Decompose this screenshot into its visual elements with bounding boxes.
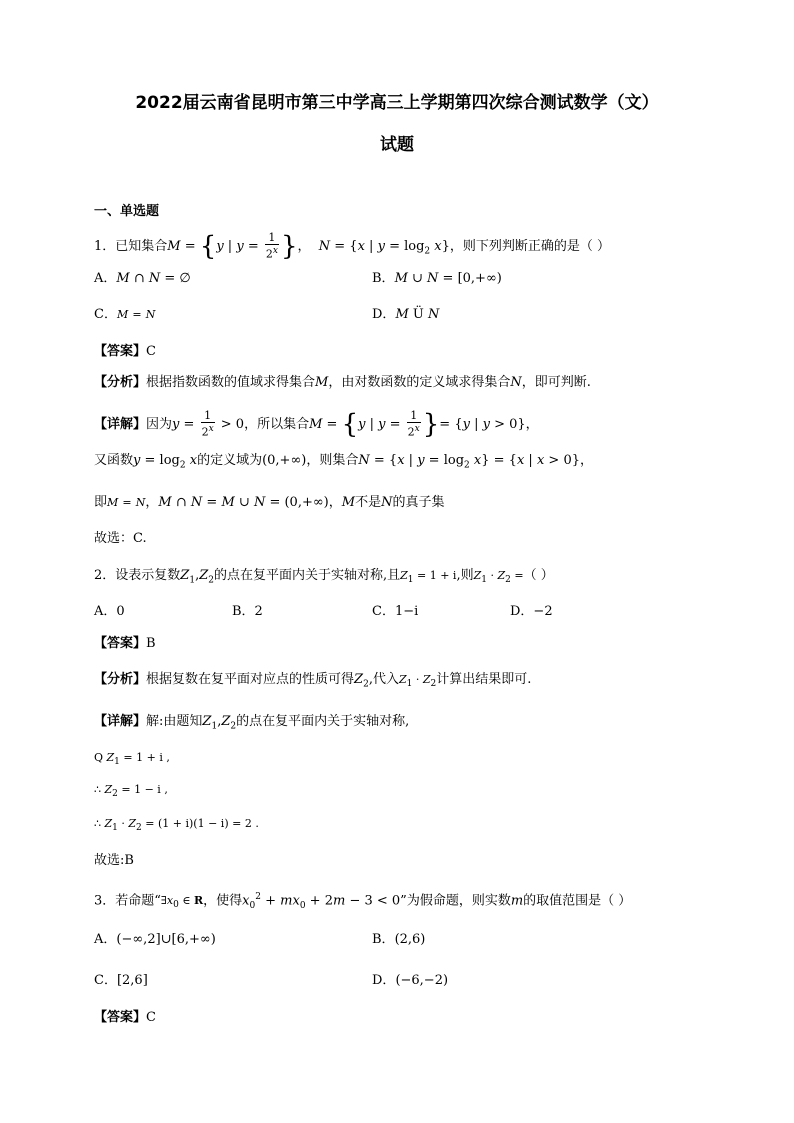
q2-analysis: 【分析】根据复数在复平面对应点的性质可得$Z_2$,代入$Z_1 \cdot Z_2$计算出结果即可. bbox=[94, 672, 532, 690]
q3-option-a: A．(−∞,2]∪[6,+∞) bbox=[94, 932, 216, 947]
q1-option-b: B．M ∪ N = [0,+∞) bbox=[372, 271, 502, 286]
q3-stem: 3．若命题“$\exists x_0$ ∈ R，使得$x_0^2 + mx_0 + 2m - 3 < 0$”为假命题，则实数m的取值范围是（ ） bbox=[94, 892, 632, 911]
q1-option-c: C．M = N bbox=[94, 307, 156, 322]
q2-choose: 故选:B bbox=[94, 853, 134, 868]
q1-stem: 1．已知集合M = {y | y = $\frac{1}{2^x}$ }， N = {x | $y = \log_2 x$}，则下列判断正确的是（ ） bbox=[94, 231, 611, 262]
q2-option-d: D．−2 bbox=[510, 604, 553, 619]
q3-answer: 【答案】C bbox=[94, 1010, 156, 1025]
q3-option-b: B．(2,6) bbox=[372, 932, 426, 947]
q2-step3: ∴ $Z_1 \cdot Z_2 = (1 + i)(1 - i) = 2$ . bbox=[94, 817, 259, 834]
q2-detail: 【详解】解:由题知$Z_1,Z_2$的点在复平面内关于实轴对称, bbox=[94, 714, 410, 732]
q2-answer: 【答案】B bbox=[94, 636, 156, 651]
q1-detail-line2: 又函数$y = \log_2 x$的定义域为(0,+∞)，则集合N = {x | $y = \log_2 x\} = \{x$ | x > 0}， bbox=[94, 453, 593, 471]
q1-answer: 【答案】C bbox=[94, 344, 156, 359]
q1-analysis: 【分析】根据指数函数的值域求得集合M，由对数函数的定义域求得集合N，即可判断. bbox=[94, 375, 591, 390]
q2-option-a: A．0 bbox=[94, 604, 125, 619]
q1-option-a: A．M ∩ N = ∅ bbox=[94, 271, 191, 286]
q3-option-c: C．[2,6] bbox=[94, 973, 148, 988]
q3-option-d: D．(−6,−2) bbox=[372, 973, 449, 988]
q2-option-b: B．2 bbox=[232, 604, 263, 619]
doc-title-line1: 2022届云南省昆明市第三中学高三上学期第四次综合测试数学（文） bbox=[135, 93, 659, 113]
q1-option-d: D．M Ü N bbox=[372, 307, 440, 322]
q1-choose: 故选：C. bbox=[94, 531, 147, 546]
section-heading: 一、单选题 bbox=[94, 204, 160, 219]
q2-step1: Q $Z_1 = 1 + i$ , bbox=[94, 751, 170, 768]
q2-stem: 2．设表示复数$Z_1,Z_2$的点在复平面内关于实轴对称,且$Z_1 = 1 + i$,则$Z_1 \cdot Z_2$ =（ ） bbox=[94, 568, 554, 586]
q2-step2: ∴ $Z_2 = 1 - i$ , bbox=[94, 783, 168, 800]
doc-title-line2: 试题 bbox=[380, 135, 414, 155]
q1-detail: 【详解】因为y = $\frac{1}{2^x}$ > 0，所以集合M = {y | y = $\frac{1}{2^x}$ }= {y | y > 0}， bbox=[94, 409, 539, 440]
q2-option-c: C．1−i bbox=[372, 604, 419, 619]
q1-detail-line3: 即M = N，M ∩ N = M ∪ N = (0,+∞)，M不是N的真子集 bbox=[94, 495, 445, 510]
